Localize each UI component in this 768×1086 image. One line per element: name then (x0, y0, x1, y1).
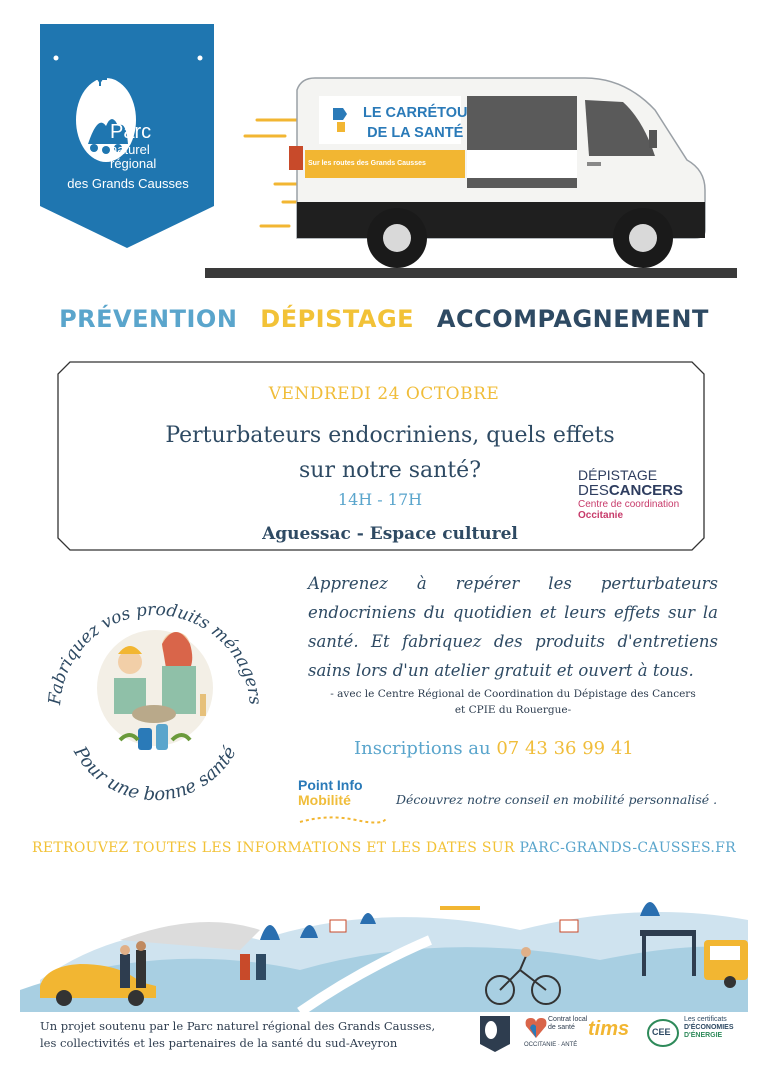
headline (0, 305, 768, 333)
pim-line1: Point Info (298, 777, 363, 793)
inscriptions-label: Inscriptions au (354, 738, 497, 759)
depistage-line4: Occitanie (578, 509, 624, 521)
headline-depistage: DÉPISTAGE (260, 305, 415, 333)
headline-accompagnement: ACCOMPAGNEMENT (436, 305, 709, 333)
cee-text2: D'ÉCONOMIES (684, 1024, 734, 1032)
note-line1: - avec le Centre Régional de Coordination du Dépistage des Cancers (330, 688, 696, 700)
pim-line2: Mobilité (298, 791, 351, 808)
occitanie-label: OCCITANIE · ANTÉ (524, 1042, 578, 1048)
event-title-line2: sur notre santé? (299, 458, 481, 484)
logo-line3: régional (110, 155, 157, 171)
heart-logo (524, 1016, 548, 1040)
logo-line1: Parc (110, 121, 152, 143)
cee-label: CEE (652, 1027, 671, 1037)
inscriptions-phone[interactable]: 07 43 36 99 41 (496, 738, 634, 759)
footer-website-link[interactable]: PARC-GRANDS-CAUSSES.FR (519, 840, 736, 856)
parc-logo (40, 24, 214, 248)
van-illustration (205, 70, 740, 280)
depistage-cancers-logo (578, 468, 683, 521)
point-info-mobilite-logo (298, 778, 388, 828)
depistage-line2a: DES (578, 481, 609, 499)
logo-line4: des Grands Causses (67, 176, 189, 191)
description-note (318, 686, 708, 719)
van-title-line2: DE LA SANTÉ (367, 124, 464, 141)
van-sign-title (363, 104, 467, 143)
event-time: 14H - 17H (337, 490, 423, 509)
cee-text (684, 1016, 734, 1040)
event-date: VENDREDI 24 OCTOBRE (268, 384, 500, 404)
logo-line2: naturel (110, 142, 150, 157)
footer-info (0, 840, 768, 856)
event-title-line1: Perturbateurs endocriniens, quels effets (165, 423, 615, 448)
parc-small-logo (480, 1016, 510, 1052)
badge-top-text: Fabriquez vos produits ménagers (45, 599, 265, 706)
depistage-line1: DÉPISTAGE (578, 467, 658, 483)
inscriptions (354, 738, 634, 759)
event-place: Aguessac - Espace culturel (262, 524, 518, 544)
landscape-illustration (0, 880, 768, 1012)
project-line1: Un projet soutenu par le Parc naturel régional des Grands Causses, (40, 1019, 436, 1033)
contrat-local-label: Contrat local de santé (548, 1016, 588, 1031)
atelier-badge (30, 570, 280, 820)
footer-info-text: RETROUVEZ TOUTES LES INFORMATIONS ET LES DATES SUR (32, 840, 520, 856)
project-support-text (40, 1018, 460, 1051)
depistage-line3: Centre de coordination (578, 499, 680, 511)
badge-bottom-text: Pour une bonne santé (69, 742, 241, 806)
cee-text3: D'ÉNERGIE (684, 1032, 723, 1040)
tims-logo: tims (588, 1018, 630, 1040)
partner-logos (480, 1014, 750, 1062)
headline-prevention: PRÉVENTION (59, 305, 238, 333)
pim-underline (298, 814, 388, 826)
pim-text: Découvrez notre conseil en mobilité personnalisé . (396, 792, 718, 807)
note-line2: et CPIE du Rouergue- (454, 704, 572, 717)
project-line2: les collectivités et les partenaires de la santé du sud-Aveyron (40, 1035, 398, 1050)
description-paragraph: Apprenez à repérer les perturbateurs endocriniens du quotidien et leurs effets sur la santé. Et fabriquez des produits d'entretiens sains lors d'un atelier gratuit et ouvert à tous. (308, 574, 718, 680)
van-strip-text: Sur les routes des Grands Causses (308, 160, 426, 167)
depistage-line2b: CANCERS (608, 481, 684, 499)
cee-text1: Les certificats (684, 1016, 727, 1023)
van-title-line1: LE CARRÉTOU (363, 105, 468, 121)
